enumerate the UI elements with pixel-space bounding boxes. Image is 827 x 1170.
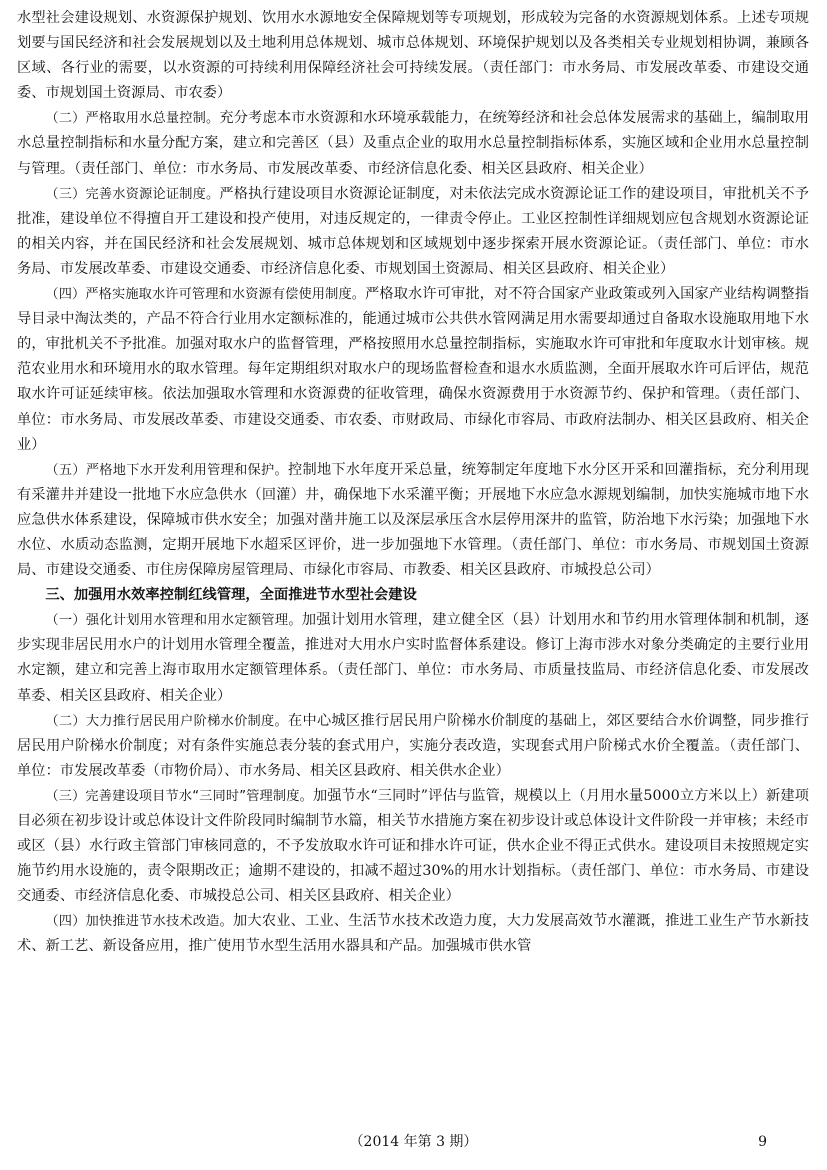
issue-label: （2014 年第 3 期） (349, 1134, 478, 1150)
paragraph-lead: （四）严格实施取水许可管理和水资源有偿使用制度。 (45, 287, 366, 303)
paragraph-lead: （二）大力推行居民用户阶梯水价制度。 (45, 713, 288, 729)
body-text (17, 6, 809, 960)
paragraph-lead: （五）严格地下水开发利用管理和保护。 (45, 462, 288, 478)
paragraph-lead: （一）强化计划用水管理和用水定额管理。 (45, 613, 302, 629)
paragraph-2-total-water-control (17, 106, 809, 181)
paragraph-text: 充分考虑本市水资源和水环境承载能力，在统筹经济和社会总体发展需求的基础上，编制取用水总量控制指标和水量分配方案，建立和完善区（县）及重点企业的取用水总量控制指标体系，实施区域和企业用水总量控制与管理。（责任部门、单位：市水务局、市发展改革委、市经济信息化委、相关区县政府、相关企业） (17, 110, 809, 177)
section-heading-text: 三、加强用水效率控制红线管理，全面推进节水型社会建设 (45, 587, 417, 604)
page-number: 9 (758, 1134, 767, 1150)
page-footer (0, 1130, 827, 1154)
paragraph-text: 加大农业、工业、生活节水技术改造力度，大力发展高效节水灌溉，推进工业生产节水新技术、新工艺、新设备应用，推广使用节水型生活用水器具和产品。加强城市供水管 (17, 913, 809, 955)
paragraph-9-tech-upgrade (17, 909, 809, 959)
paragraph-text: 加强节水“三同时”评估与监管，规模以上（月用水量5000立方米以上）新建项目必须在初步设计或总体设计文件阶段同时编制节水篇，相关节水措施方案在初步设计或总体设计文件阶段一并审核；未经市或区（县）水行政主管部门审核同意的，不予发放取水许可证和排水许可证，供水企业不得正式供水。建设项目未按照规定实施节约用水设施的，责令限期改正；逾期不建设的，扣减不超过30%的用水计划指标。（责任部门、单位：市水务局、市建设交通委、市经济信息化委、市城投总公司、相关区县政府、相关企业） (17, 787, 809, 905)
paragraph-lead: （三）完善建设项目节水“三同时”管理制度。 (45, 788, 313, 804)
paragraph-text: 严格执行建设项目水资源论证制度，对未依法完成水资源论证工作的建设项目，审批机关不予批准，建设单位不得擅自开工建设和投产使用，对违反规定的，一律责令停止。工业区控制性详细规划应包含规划水资源论证的相关内容，并在国民经济和社会发展规划、城市总体规划和区域规划中逐步探索开展水资源论证。（责任部门、单位：市水务局、市发展改革委、市建设交通委、市经济信息化委、市规划国土资源局、相关区县政府、相关企业） (17, 185, 809, 277)
paragraph-lead: （三）完善水资源论证制度。 (45, 186, 220, 202)
paragraph-text: 控制地下水年度开采总量，统筹制定年度地下水分区开采和回灌指标，充分利用现有采灌井并建设一批地下水应急供水（回灌）井，确保地下水采灌平衡；开展地下水应急水源规划编制，加快实施城市地下水应急供水体系建设，保障城市供水安全；加强对凿井施工以及深层承压含水层停用深井的监管，防治地下水污染；加强地下水水位、水质动态监测，定期开展地下水超采区评价，进一步加强地下水管理。（责任部门、单位：市水务局、市规划国土资源局、市建设交通委、市住房保障房屋管理局、市绿化市容局、市教委、相关区县政府、市城投总公司） (17, 461, 809, 579)
paragraph-text: 加强计划用水管理，建立健全区（县）计划用水和节约用水管理体制和机制，逐步实现非居民用水户的计划用水管理全覆盖，推进对大用水户实时监督体系建设。修订上海市涉水对象分类确定的主要行业用水定额，建立和完善上海市取用水定额管理体系。（责任部门、单位：市水务局、市质量技监局、市经济信息化委、市发展改革委、相关区县政府、相关企业） (17, 612, 809, 704)
paragraph-5-groundwater (17, 458, 809, 583)
paragraph-4-water-permit (17, 282, 809, 458)
paragraph-text: 在中心城区推行居民用户阶梯水价制度的基础上，郊区要结合水价调整，同步推行居民用户阶梯水价制度；对有条件实施总表分装的套式用户，实施分表改造，实现套式用户阶梯式水价全覆盖。（责任部门、单位：市发展改革委（市物价局）、市水务局、相关区县政府、相关供水企业） (17, 712, 809, 779)
paragraph-7-tiered-pricing (17, 709, 809, 784)
paragraph-text: 严格取水许可审批，对不符合国家产业政策或列入国家产业结构调整指导目录中淘汰类的，产品不符合行业用水定额标准的，能通过城市公共供水管网满足用水需要却通过自备取水设施取用地下水的，审批机关不予批准。加强对取水户的监督管理，严格按照用水总量控制指标，实施取水许可审批和年度取水计划审核。规范农业用水和环境用水的取水管理。每年定期组织对取水户的现场监督检查和退水水质监测，全面开展取水许可后评估，规范取水许可证延续审核。依法加强取水管理和水资源费的征收管理，确保水资源费用于水资源节约、保护和管理。（责任部门、单位：市水务局、市发展改革委、市建设交通委、市农委、市财政局、市绿化市容局、市政府法制办、相关区县政府、相关企业） (17, 286, 809, 453)
paragraph-3-water-resource-assessment (17, 182, 809, 282)
paragraph-lead: （四）加快推进节水技术改造。 (45, 914, 234, 930)
paragraph-lead: （二）严格取用水总量控制。 (45, 111, 220, 127)
paragraph-6-planned-water-use (17, 608, 809, 708)
paragraph-text: 水型社会建设规划、水资源保护规划、饮用水水源地安全保障规划等专项规划，形成较为完备的水资源规划体系。上述专项规划要与国民经济和社会发展规划以及土地利用总体规划、城市总体规划、环境保护规划以及各类相关专业规划相协调，兼顾各区域、各行业的需要，以水资源的可持续利用保障经济社会可持续发展。（责任部门：市水务局、市发展改革委、市建设交通委、市规划国土资源局、市农委） (17, 10, 809, 102)
paragraph-1-continuation (17, 6, 809, 106)
section-heading-3 (17, 583, 809, 608)
paragraph-8-three-simultaneous (17, 784, 809, 909)
